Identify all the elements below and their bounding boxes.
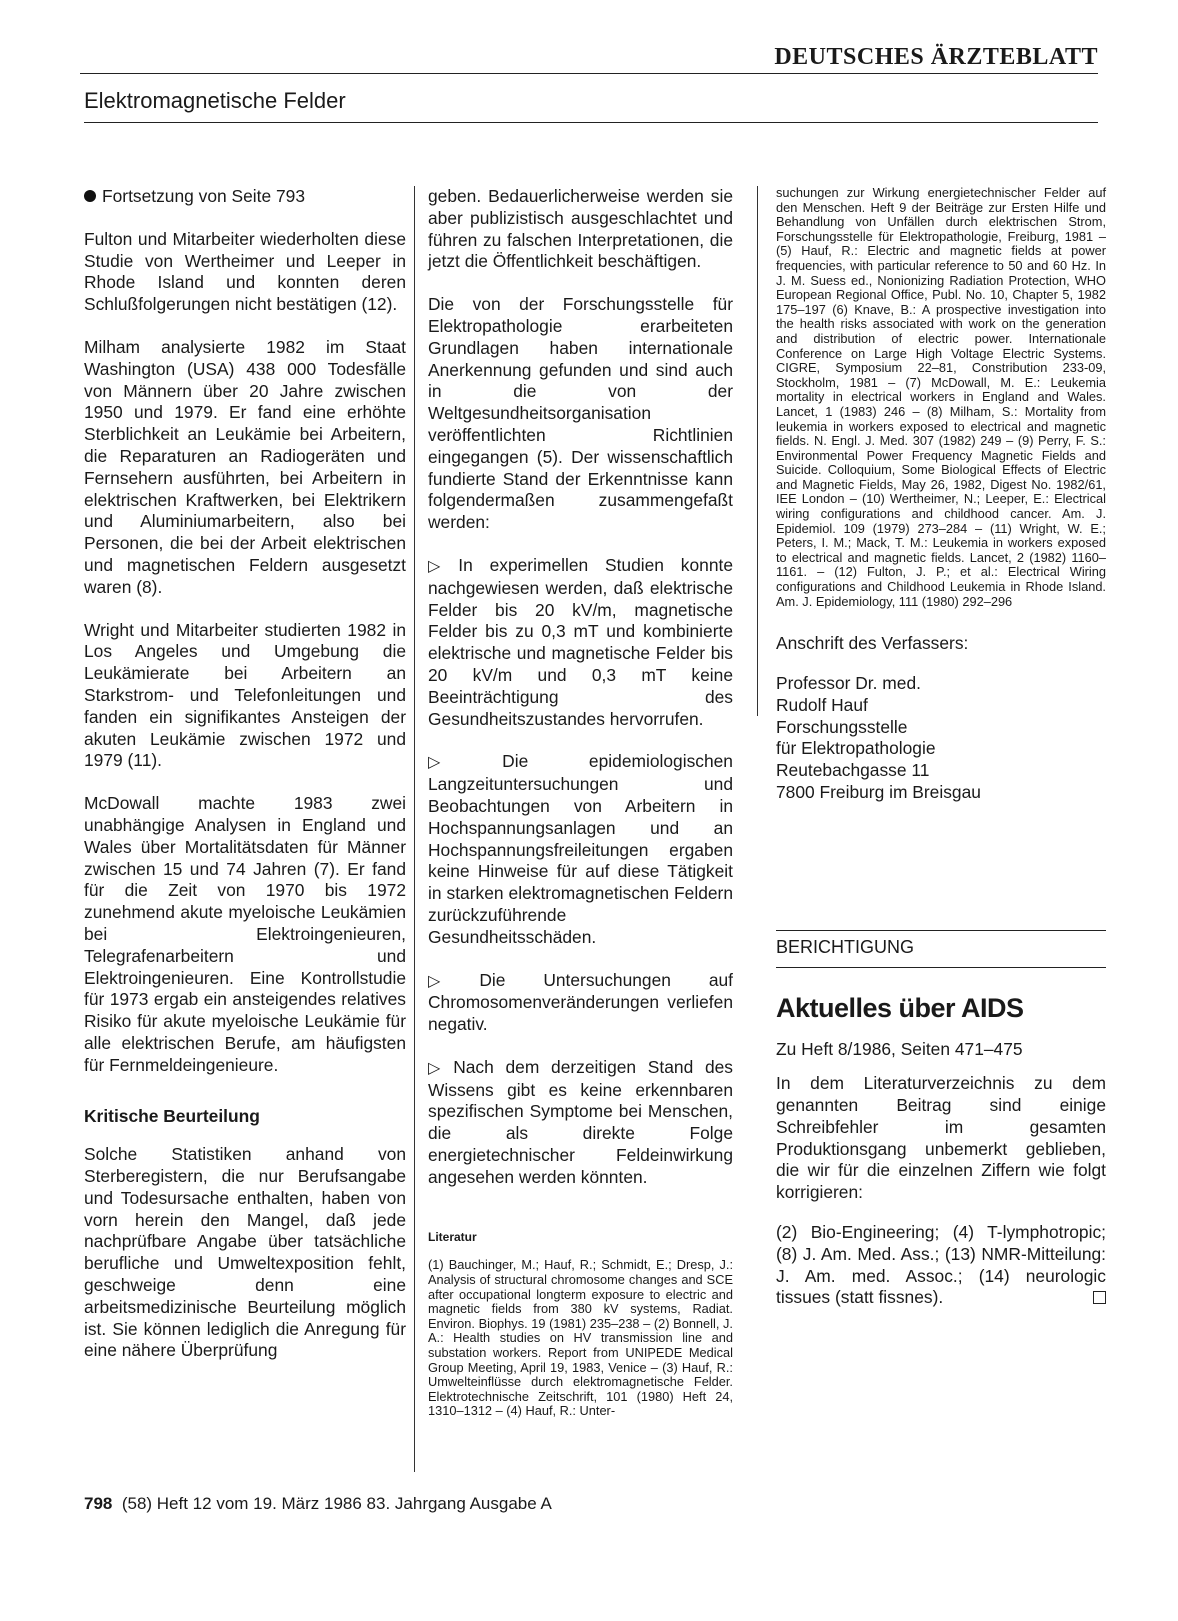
column-2 — [428, 186, 733, 1419]
bullet-dot-icon — [84, 190, 96, 202]
column-3 — [776, 186, 1106, 1327]
bullet-item — [428, 1057, 733, 1189]
correction-text — [776, 1039, 1106, 1309]
reference-line: Zu Heft 8/1986, Seiten 471–475 — [776, 1039, 1023, 1060]
bullet-text: Die Untersuchungen auf Chromosomenveränderungen verliefen negativ. — [428, 969, 733, 1035]
address-line: Reutebachgasse 11 — [776, 760, 930, 781]
column-divider-1 — [414, 186, 415, 1472]
column-divider-2 — [757, 186, 758, 716]
address-heading: Anschrift des Verfassers: — [776, 633, 969, 654]
masthead: DEUTSCHES ÄRZTEBLATT — [80, 44, 1098, 74]
paragraph — [776, 1222, 1106, 1309]
section-title: Elektromagnetische Felder — [84, 88, 1098, 123]
address-line: 7800 Freiburg im Breisgau — [776, 782, 981, 802]
page-number: 798 — [84, 1494, 113, 1513]
address-line: Forschungsstelle — [776, 716, 908, 737]
issue-info: (58) Heft 12 vom 19. März 1986 83. Jahrgang Ausgabe A — [121, 1494, 552, 1513]
bullet-item — [428, 555, 733, 730]
bullet-text: Die epidemiologischen Langzeituntersuchungen und Beobachtungen von Arbeitern in Hochspannungsanlagen und an Hochspannungsfreileitungen ergaben keine Hinweise für auf diese Tätigkeit in starken elektromagnetischen Feldern zurückzuführende Gesundheitsschäden. — [428, 751, 733, 947]
author-address — [776, 633, 1106, 804]
correction-label: BERICHTIGUNG — [776, 931, 1106, 968]
references-text: (1) Bauchinger, M.; Hauf, R.; Schmidt, E.; Dresp, J.: Analysis of structural chromosome changes and SCE after occupational longterm exposure to electric and magnetic fields from 380 kV systems, Radiat. Environ. Biophys. 19 (1981) 235–238 – (2) Bonnell, J. A.: Health studies on HV transmission line and substation workers. Report from UNIPEDE Medical Group Meeting, April 19, 1983, Venice – (3) Hauf, R.: Umwelteinflüsse durch elektromagnetische Felder. Elektrotechnische Zeitschrift, 101 (1980) Heft 24, 1310–1312 – (4) Hauf, R.: Unter- — [428, 1257, 733, 1419]
continuation-text: Fortsetzung von Seite 793 — [102, 186, 306, 206]
paragraph: Milham analysierte 1982 im Staat Washington (USA) 438 000 Todesfälle von Männern über 20 Jahre zwischen 1950 und 1979. Er fand eine erhöhte Sterblichkeit an Leukämie bei Arbeitern, die Reparaturen an Radiogeräten und Fernsehern ausführten, bei Arbeitern in elektrischen Kraftwerken, bei Elektrikern und Aluminiumarbeitern, also bei Personen, die bei der Arbeit elektrischen und magnetischen Feldern ausgesetzt waren (8). — [84, 336, 406, 597]
paragraph: geben. Bedauerlicherweise werden sie aber publizistisch ausgeschlachtet und führen zu falschen Interpretationen, die jetzt die Öffentlichkeit beschäftigen. — [428, 186, 733, 272]
column-1 — [84, 186, 406, 1383]
subheading: Kritische Beurteilung — [84, 1106, 260, 1127]
address-line: Professor Dr. med. — [776, 673, 921, 694]
paragraph: Wright und Mitarbeiter studierten 1982 in Los Angeles und Umgebung die Leukämierate bei Arbeitern an Starkstrom- und Telefonleitungen und fanden ein signifikantes Ansteigen der akuten Leukämie zwischen 1972 und 1979 (11). — [84, 619, 406, 771]
paragraph: Solche Statistiken anhand von Sterberegistern, die nur Berufsangabe und Todesursache enthalten, haben von vorn herein den Mangel, daß jede nachprüfbare Angabe über tatsächliche berufliche und Umweltexposition fehlt, geschweige denn eine arbeitsmedizinische Beurteilung möglich ist. Sie können lediglich die Anregung für eine nähere Überprüfung — [84, 1144, 406, 1361]
bullet-item — [428, 751, 733, 948]
end-mark-icon — [1093, 1291, 1106, 1304]
paragraph: Die von der Forschungsstelle für Elektropathologie erarbeiteten Grundlagen haben internationale Anerkennung gefunden und sind auch in die von der Weltgesundheitsorganisation veröffentlichten Richtlinien eingegangen (5). Der wissenschaftlich fundierte Stand der Erkenntnisse kann folgendermaßen zusammengefaßt werden: — [428, 294, 733, 533]
article-title: Aktuelles über AIDS — [776, 992, 1024, 1023]
bullet-text: Nach dem derzeitigen Stand des Wissens gibt es keine erkennbaren spezifischen Symptome bei Menschen, die als direkte Folge energietechnischer Feldeinwirkung angesehen werden könnten. — [428, 1056, 733, 1187]
bullet-item — [428, 970, 733, 1036]
triangle-bullet-icon: ▷ — [428, 754, 497, 772]
address-line: für Elektropathologie — [776, 738, 936, 759]
paragraph: Fulton und Mitarbeiter wiederholten diese Studie von Wertheimer und Leeper in Rhode Island und konnten deren Schlußfolgerungen nicht bestätigen (12). — [84, 228, 406, 315]
correction-list: (2) Bio-Engineering; (4) T-lymphotropic; (8) J. Am. Med. Ass.; (13) NMR-Mitteilung: J. Am. med. Assoc.; (14) neurologic tissues (statt fissnes). — [776, 1221, 1106, 1308]
triangle-bullet-icon: ▷ — [428, 1059, 448, 1077]
triangle-bullet-icon: ▷ — [428, 972, 474, 990]
address-line: Rudolf Hauf — [776, 694, 868, 715]
bullet-text: In experimellen Studien konnte nachgewiesen werden, daß elektrische Felder bis 20 kV/m, magnetische Felder bis zu 0,3 mT und kombinierte elektrische und magnetische Felder bis 20 kV/m und 0,3 mT keine Beeinträchtigung des Gesundheitszustandes hervorrufen. — [428, 554, 733, 729]
references-heading: Literatur — [428, 1229, 477, 1244]
paragraph: In dem Literaturverzeichnis zu dem genannten Beitrag sind einige Schreibfehler im gesamten Produktionsgang unbemerkt geblieben, die wir für die einzelnen Ziffern wie folgt korrigieren: — [776, 1073, 1106, 1203]
continuation-note — [84, 186, 406, 208]
references-text: suchungen zur Wirkung energietechnischer Felder auf den Menschen. Heft 9 der Beiträge zur Ersten Hilfe und Behandlung von Unfällen durch elektrischen Strom, Forschungsstelle für Elektropathologie, Freiburg, 1981 – (5) Hauf, R.: Electric and magnetic fields at power frequencies, with particular reference to 50 and 60 Hz. In J. M. Suess ed., Nonionizing Radiation Protection, WHO European Regional Office, Publ. No. 10, Chapter 5, 1982 175–197 (6) Knave, B.: A prospective investigation into the health risks associated with work on the generation and distribution of electric power. Internationale Conference on Large High Voltage Electric Systems. CIGRE, Symposium 22–81, Constribution 233-09, Stockholm, 1981 – (7) McDowall, M. E.: Leukemia mortality in electrical workers in England and Wales. Lancet, 1 (1983) 246 – (8) Milham, S.: Mortality from leukemia in workers exposed to electrical and magnetic fields. N. Engl. J. Med. 307 (1982) 249 – (9) Perry, F. S.: Environmental Power Frequency Magnetic Fields and Suicide. Colloquium, Some Biological Effects of Electric and Magnetic Fields, May 26, 1982, Digest No. 1982/61, IEE London – (10) Wertheimer, N.; Leeper, E.: Electrical wiring configurations and childhood cancer. Am. J. Epidemiol. 109 (1979) 273–284 – (11) Wright, W. E.; Peters, I. M.; Mack, T. M.: Leukemia in workers exposed to electrical and magnetic fields. Lancet, 2 (1982) 1160–1161. – (12) Fulton, J. P.; et al.: Electrical Wiring configurations and Childhood Leukemia in Rhode Island. Am. J. Epidemiology, 111 (1980) 292–296 — [776, 185, 1106, 609]
page-footer — [84, 1494, 552, 1514]
triangle-bullet-icon: ▷ — [428, 557, 453, 575]
paragraph: McDowall machte 1983 zwei unabhängige Analysen in England und Wales über Mortalitätsdaten für Männer zwischen 15 und 74 Jahren (7). Er fand für die Zeit von 1970 bis 1972 zunehmend akute myeloische Leukämien bei Elektroingenieuren, Telegrafenarbeitern und Elektroingenieuren. Eine Kontrollstudie für 1973 ergab ein ansteigendes relatives Risiko für akute myeloische Leukämie für alle elektrischen Berufe, am häufigsten für Fernmeldeingenieure. — [84, 793, 406, 1075]
